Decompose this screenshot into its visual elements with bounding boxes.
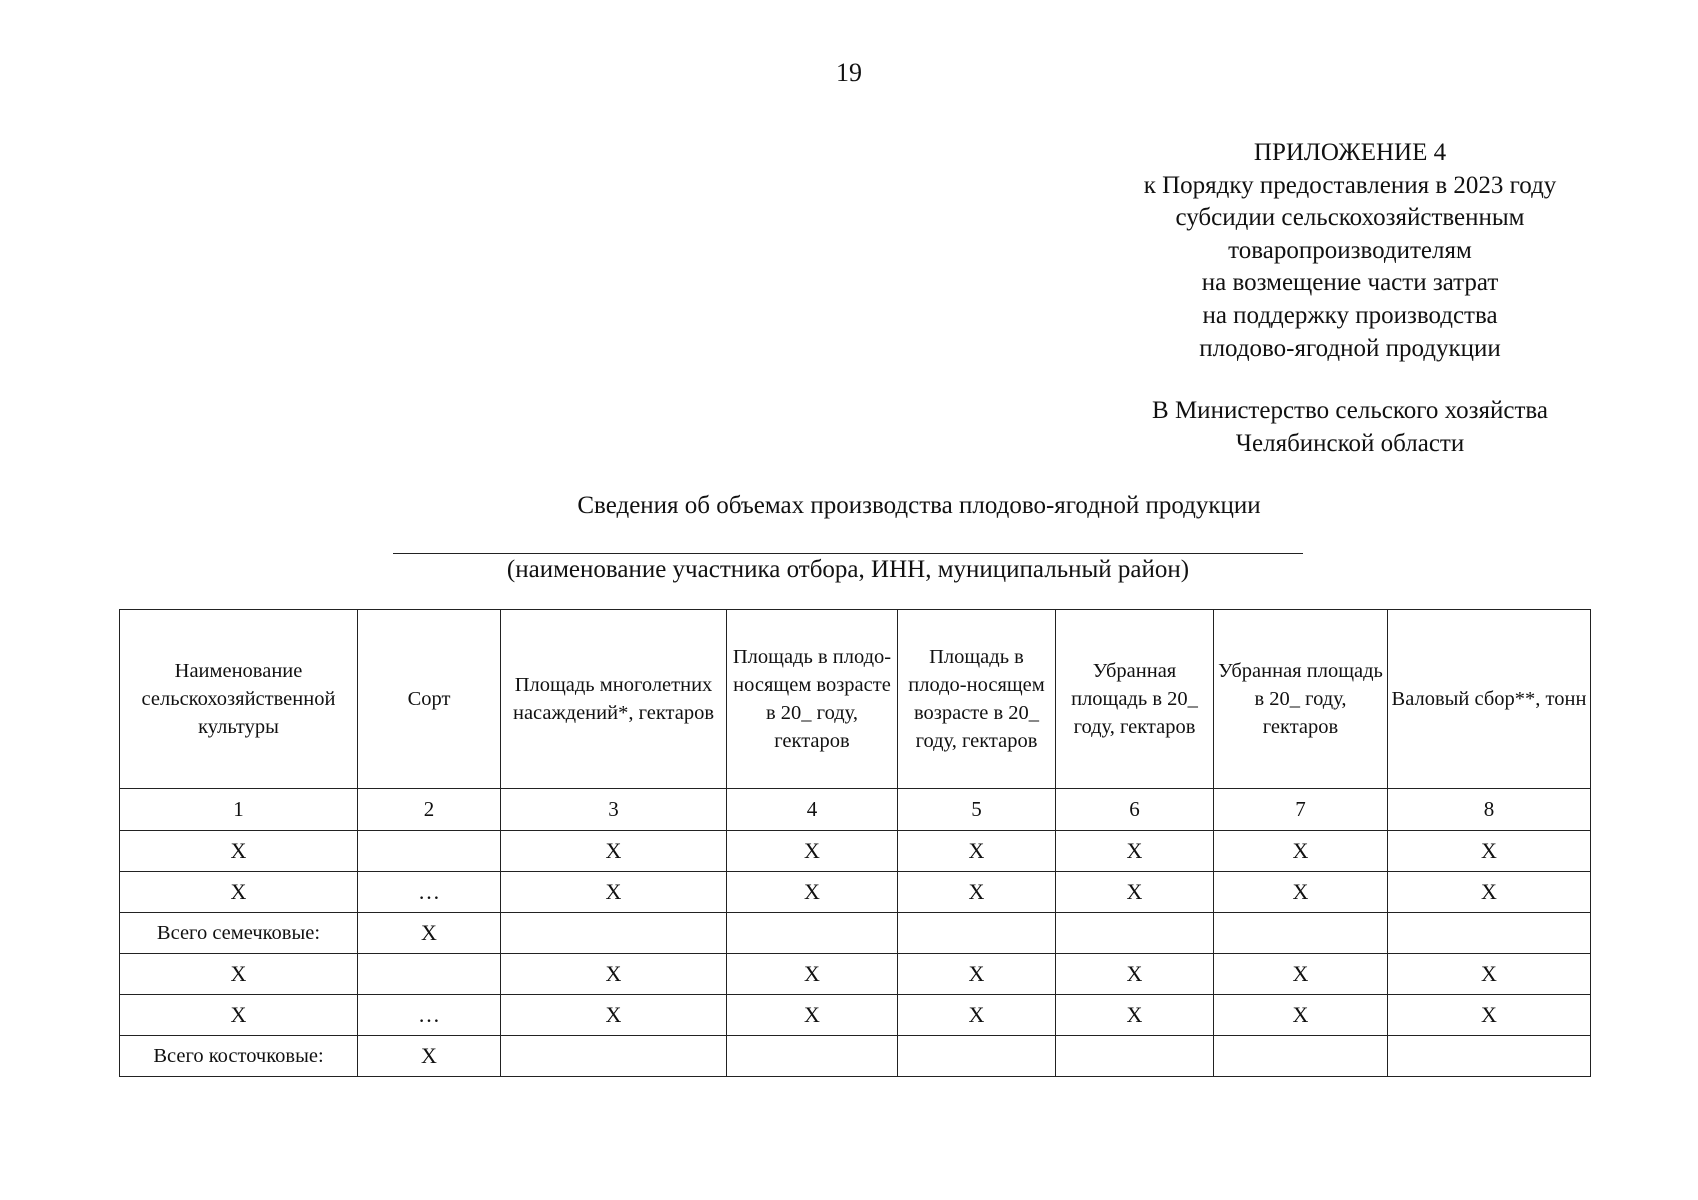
appendix-line: субсидии сельскохозяйственным [1175,204,1525,232]
header-fruiting-area-a: Площадь в плодо-носящем возрасте в 20_ году, гектаров [727,610,898,789]
table-cell: X [1056,995,1214,1036]
column-number: 3 [501,789,727,831]
column-number: 5 [898,789,1056,831]
table-cell: X [501,954,727,995]
table-cell: X [120,954,358,995]
page-number: 19 [836,58,862,87]
table-cell [1056,913,1214,954]
table-cell: X [120,831,358,872]
table-cell [501,913,727,954]
header-gross-yield: Валовый сбор**, тонн [1388,610,1591,789]
document-heading: Сведения об объемах производства плодово-ягодной продукции [577,492,1261,519]
appendix-line: к Порядку предоставления в 2023 году [1143,171,1557,199]
header-perennial-area: Площадь многолетних насаждений*, гектаров [501,610,727,789]
recipient-block [1060,395,1640,460]
header-crop-name: Наименование сельскохозяйственной культуры [120,610,358,789]
table-cell: … [358,872,501,913]
table-cell: X [120,995,358,1036]
table-cell: X [501,872,727,913]
column-number-row [120,789,1591,831]
table-cell: X [898,872,1056,913]
table-cell: X [898,995,1056,1036]
table-cell: X [1214,995,1388,1036]
total-row-stone [120,1036,1591,1077]
table-row [120,954,1591,995]
table-cell [501,1036,727,1077]
table-cell: X [1214,954,1388,995]
table-cell: X [1056,831,1214,872]
table-cell: X [1214,831,1388,872]
header-fruiting-area-b: Площадь в плодо-носящем возрасте в 20_ году, гектаров [898,610,1056,789]
column-number: 8 [1388,789,1591,831]
table-cell [727,913,898,954]
table-cell: X [1388,831,1591,872]
table-cell [1056,1036,1214,1077]
fill-in-line [393,553,1303,554]
column-number: 1 [120,789,358,831]
table-cell [898,1036,1056,1077]
production-table [119,609,1591,1077]
table-cell: X [1388,872,1591,913]
column-number: 6 [1056,789,1214,831]
table-cell [358,954,501,995]
appendix-block [1060,137,1640,365]
total-label: Всего семечковые: [120,913,358,954]
table-cell [1388,1036,1591,1077]
table-cell [1388,913,1591,954]
table-cell: X [727,954,898,995]
fill-in-caption: (наименование участника отбора, ИНН, муниципальный район) [506,556,1190,583]
column-number: 2 [358,789,501,831]
table-cell: X [501,995,727,1036]
total-row-pome [120,913,1591,954]
header-variety: Сорт [358,610,501,789]
table-cell: X [727,831,898,872]
total-label: Всего косточковые: [120,1036,358,1077]
table-cell: X [898,831,1056,872]
table-cell: X [501,831,727,872]
table-cell: X [1056,954,1214,995]
table-cell: X [727,995,898,1036]
table-cell [358,831,501,872]
table-cell: X [898,954,1056,995]
table-cell: X [358,1036,501,1077]
table-cell [898,913,1056,954]
column-number: 7 [1214,789,1388,831]
table-cell: X [358,913,501,954]
appendix-line: на поддержку производства [1202,301,1498,329]
recipient-line: Челябинской области [1235,429,1465,457]
table-row [120,872,1591,913]
table-header-row [120,610,1591,789]
table-cell: X [1388,995,1591,1036]
appendix-title: ПРИЛОЖЕНИЕ 4 [1253,139,1447,166]
column-number: 4 [727,789,898,831]
header-harvested-area-a: Убранная площадь в 20_ году, гектаров [1056,610,1214,789]
table-cell: X [727,872,898,913]
table-cell [727,1036,898,1077]
header-harvested-area-b: Убранная площадь в 20_ году, гектаров [1214,610,1388,789]
table-cell: X [120,872,358,913]
table-cell: … [358,995,501,1036]
table-cell: X [1214,872,1388,913]
appendix-line: на возмещение части затрат [1201,269,1499,297]
table-cell: X [1388,954,1591,995]
appendix-line: плодово-ягодной продукции [1199,334,1501,362]
appendix-line: товаропроизводителям [1228,236,1472,264]
table-row [120,831,1591,872]
table-cell [1214,913,1388,954]
table-row [120,995,1591,1036]
table-cell [1214,1036,1388,1077]
table-cell: X [1056,872,1214,913]
recipient-line: В Министерство сельского хозяйства [1152,397,1548,424]
